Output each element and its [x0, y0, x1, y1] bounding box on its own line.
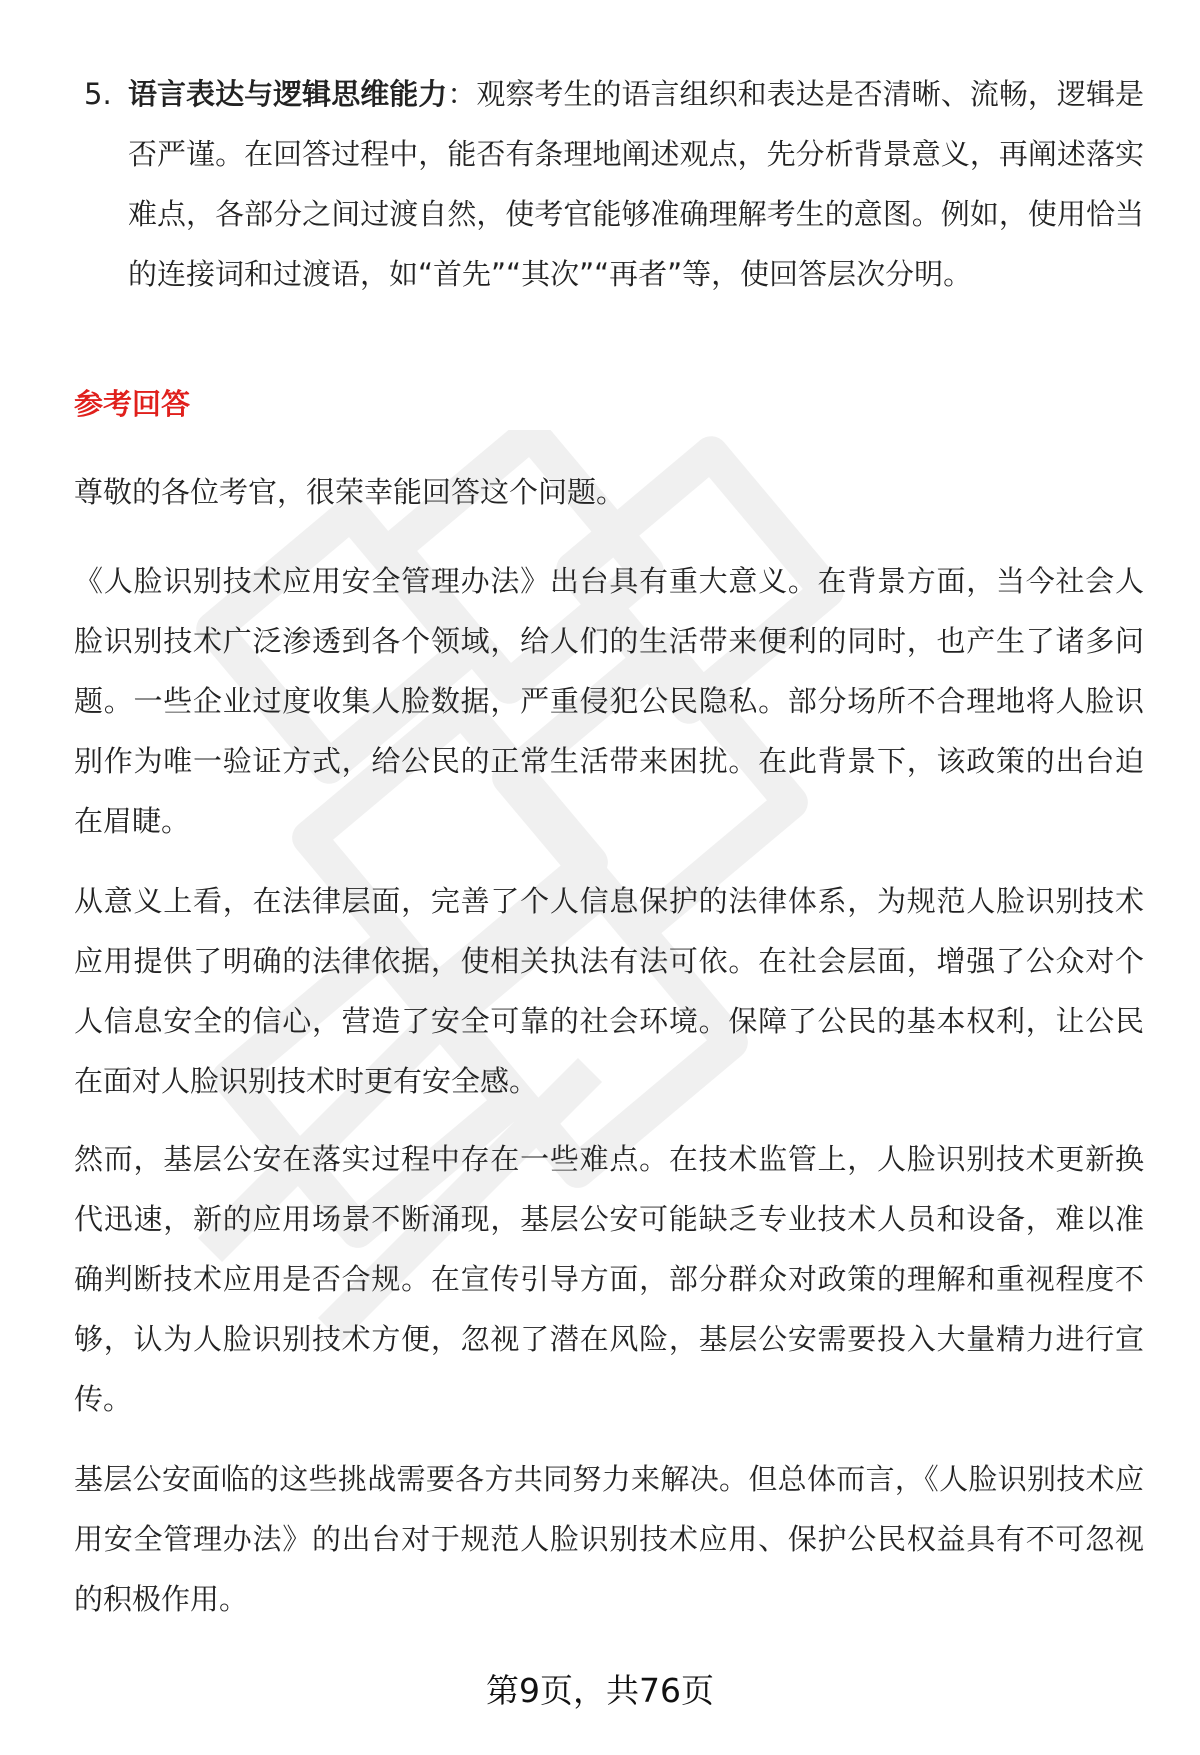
paragraph-significance: 从意义上看，在法律层面，完善了个人信息保护的法律体系，为规范人脸识别技术应用提供了明确的法律依据，使相关执法有法可依。在社会层面，增强了公众对个人信息安全的信心，营造了安全可靠的社会环境。保障了公民的基本权利，让公民在面对人脸识别技术时更有安全感。	[74, 884, 1144, 1098]
criteria-list-item	[84, 64, 1144, 304]
paragraph-difficulties: 然而，基层公安在落实过程中存在一些难点。在技术监管上，人脸识别技术更新换代迅速，新的应用场景不断涌现，基层公安可能缺乏专业技术人员和设备，难以准确判断技术应用是否合规。在宣传引导方面，部分群众对政策的理解和重视程度不够，认为人脸识别技术方便，忽视了潜在风险，基层公安需要投入大量精力进行宣传。	[74, 1142, 1144, 1416]
list-item-number: 5.	[84, 77, 112, 111]
list-item-title: 语言表达与逻辑思维能力	[128, 77, 448, 111]
paragraph-conclusion: 基层公安面临的这些挑战需要各方共同努力来解决。但总体而言，《人脸识别技术应用安全管理办法》的出台对于规范人脸识别技术应用、保护公民权益具有不可忽视的积极作用。	[74, 1462, 1144, 1616]
paragraph-greeting: 尊敬的各位考官，很荣幸能回答这个问题。	[74, 475, 626, 509]
page-number: 第9页，共76页	[486, 1671, 714, 1710]
section-heading: 参考回答	[74, 387, 191, 421]
paragraph-background: 《人脸识别技术应用安全管理办法》出台具有重大意义。在背景方面，当今社会人脸识别技术广泛渗透到各个领域，给人们的生活带来便利的同时，也产生了诸多问题。一些企业过度收集人脸数据，严重侵犯公民隐私。部分场所不合理地将人脸识别作为唯一验证方式，给公民的正常生活带来困扰。在此背景下，该政策的出台迫在眉睫。	[74, 564, 1144, 838]
list-item-body: ：观察考生的语言组织和表达是否清晰、流畅，逻辑是否严谨。在回答过程中，能否有条理地阐述观点，先分析背景意义，再阐述落实难点，各部分之间过渡自然，使考官能够准确理解考生的意图。例如，使用恰当的连接词和过渡语，如“首先”“其次”“再者”等，使回答层次分明。	[128, 77, 1144, 291]
list-item-text	[128, 64, 1144, 304]
